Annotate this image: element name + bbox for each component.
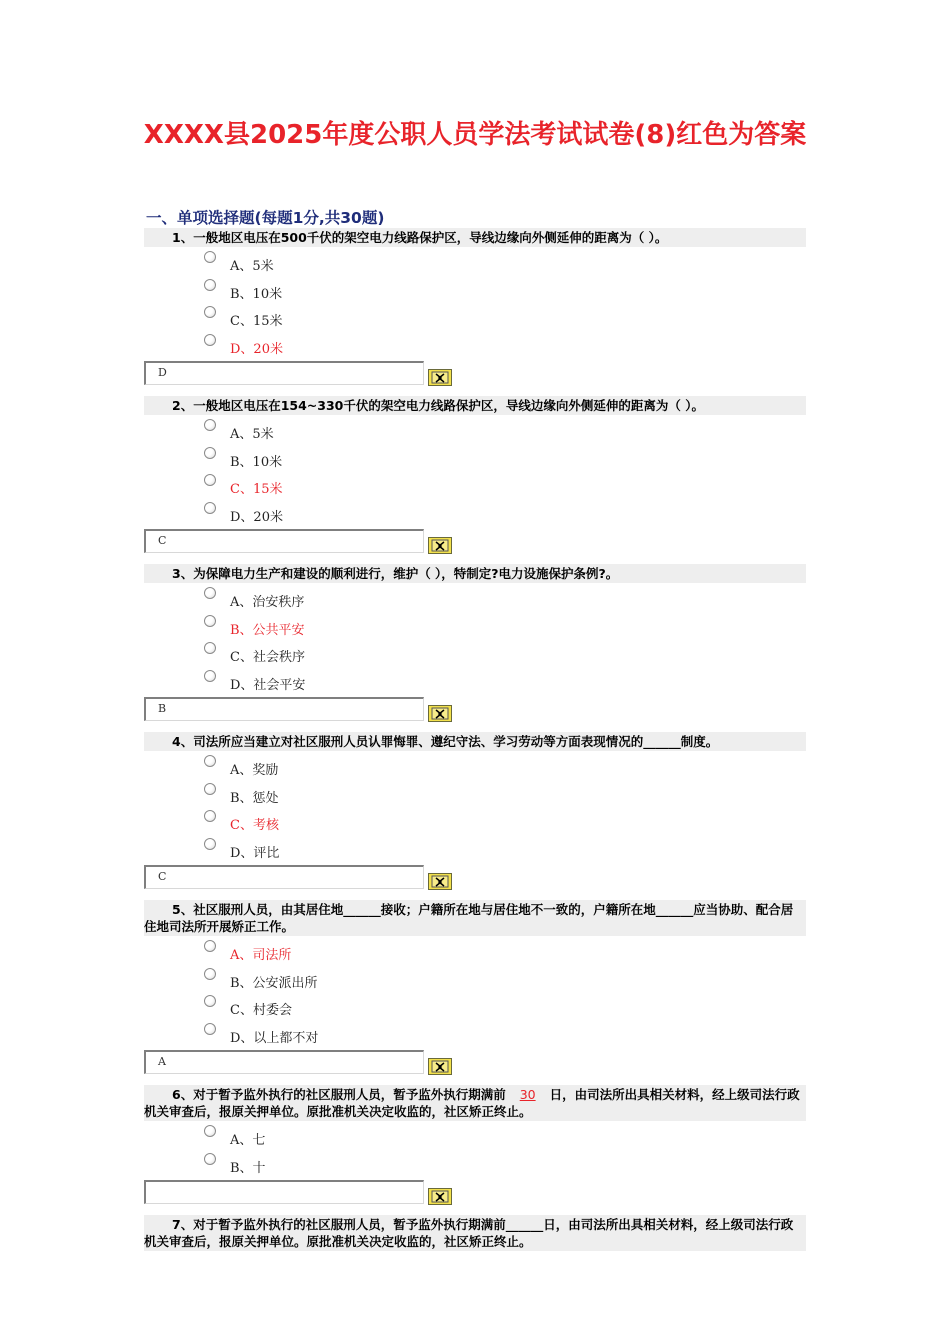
question-1	[144, 228, 806, 391]
option-label: A、治安秩序	[230, 595, 305, 610]
answer-input[interactable]: D	[144, 361, 424, 385]
check-icon	[429, 706, 451, 721]
answer-input[interactable]: B	[144, 697, 424, 721]
option-label: B、惩处	[230, 790, 279, 806]
radio-button[interactable]	[204, 279, 216, 291]
radio-button[interactable]	[204, 419, 216, 431]
option-label: D、20米	[230, 509, 283, 525]
answer-input[interactable]: C	[144, 529, 424, 553]
option-label: A、奖励	[230, 763, 279, 778]
option-label: A、5米	[230, 427, 274, 442]
option-c[interactable]	[202, 810, 806, 838]
radio-button[interactable]	[204, 838, 216, 850]
option-d[interactable]	[202, 1023, 806, 1051]
question-6	[144, 1085, 806, 1210]
question-text: 7、对于暂予监外执行的社区服刑人员，暂予监外执行期满前______日，由司法所出具相关材料，经上级司法行政机关审查后，报原关押单位。原批准机关决定收监的，社区矫正终止。	[144, 1215, 806, 1251]
option-d[interactable]	[202, 670, 806, 698]
option-label: D、社会平安	[230, 677, 306, 693]
question-text-after: 日，由司法所出具相关材料，经上级司法行政机关审查后，报原关押单位。原批准机关决定收监的，社区矫正终止。	[144, 1087, 800, 1119]
radio-button[interactable]	[204, 1153, 216, 1165]
check-answer-button[interactable]	[428, 1188, 452, 1205]
question-text: 2、一般地区电压在154~330千伏的架空电力线路保护区，导线边缘向外侧延伸的距离为（ ）。	[144, 396, 806, 415]
answer-input[interactable]: C	[144, 865, 424, 889]
option-label-correct: D、20米	[230, 341, 283, 357]
option-label-correct: C、15米	[230, 482, 283, 497]
option-list	[144, 1125, 806, 1180]
radio-button[interactable]	[204, 615, 216, 627]
radio-button[interactable]	[204, 251, 216, 263]
option-list	[144, 419, 806, 529]
check-icon	[429, 874, 451, 889]
radio-button[interactable]	[204, 995, 216, 1007]
radio-button[interactable]	[204, 1023, 216, 1035]
question-4	[144, 732, 806, 895]
option-label: B、10米	[230, 454, 283, 470]
answer-row	[144, 865, 806, 895]
question-2	[144, 396, 806, 559]
page-title: XXXX县2025年度公职人员学法考试试卷(8)红色为答案	[143, 120, 807, 150]
check-answer-button[interactable]	[428, 369, 452, 386]
option-a[interactable]	[202, 587, 806, 615]
radio-button[interactable]	[204, 783, 216, 795]
option-a[interactable]	[202, 251, 806, 279]
check-answer-button[interactable]	[428, 873, 452, 890]
option-label: C、村委会	[230, 1003, 292, 1018]
answer-row	[144, 529, 806, 559]
question-7	[144, 1215, 806, 1251]
check-icon	[429, 1059, 451, 1074]
radio-button[interactable]	[204, 447, 216, 459]
check-icon	[429, 370, 451, 385]
option-c[interactable]	[202, 642, 806, 670]
radio-button[interactable]	[204, 642, 216, 654]
option-label-correct: C、考核	[230, 818, 279, 833]
question-text-before: 6、对于暂予监外执行的社区服刑人员，暂予监外执行期满前	[172, 1087, 506, 1102]
check-answer-button[interactable]	[428, 537, 452, 554]
answer-input[interactable]: A	[144, 1050, 424, 1074]
check-answer-button[interactable]	[428, 705, 452, 722]
answer-row	[144, 1050, 806, 1080]
question-text: 4、司法所应当建立对社区服刑人员认罪悔罪、遵纪守法、学习劳动等方面表现情况的______制度。	[144, 732, 806, 751]
option-c[interactable]	[202, 306, 806, 334]
option-a[interactable]	[202, 419, 806, 447]
option-d[interactable]	[202, 334, 806, 362]
option-a[interactable]	[202, 1125, 806, 1153]
answer-blank: 30	[519, 1087, 536, 1102]
option-list	[144, 587, 806, 697]
option-label: D、以上都不对	[230, 1030, 319, 1046]
question-text: 1、一般地区电压在500千伏的架空电力线路保护区，导线边缘向外侧延伸的距离为（ ）。	[144, 228, 806, 247]
option-b[interactable]	[202, 968, 806, 996]
option-list	[144, 755, 806, 865]
check-icon	[429, 538, 451, 553]
section-title: 一、单项选择题(每题1分,共30题)	[146, 209, 385, 227]
answer-input[interactable]	[144, 1180, 424, 1204]
question-list	[144, 228, 806, 1251]
answer-row	[144, 697, 806, 727]
answer-row	[144, 1180, 806, 1210]
question-text: 5、社区服刑人员，由其居住地______接收；户籍所在地与居住地不一致的，户籍所在地______应当协助、配合居住地司法所开展矫正工作。	[144, 900, 806, 936]
option-b[interactable]	[202, 279, 806, 307]
radio-button[interactable]	[204, 670, 216, 682]
option-list	[144, 940, 806, 1050]
question-text: 3、为保障电力生产和建设的顺利进行，维护（ ），特制定?电力设施保护条例?。	[144, 564, 806, 583]
option-label: A、七	[230, 1133, 266, 1148]
option-b[interactable]	[202, 447, 806, 475]
radio-button[interactable]	[204, 587, 216, 599]
option-b[interactable]	[202, 1153, 806, 1181]
option-label-correct: A、司法所	[230, 948, 292, 963]
option-label: C、社会秩序	[230, 650, 305, 665]
question-3	[144, 564, 806, 727]
question-text	[144, 1085, 806, 1121]
option-a[interactable]	[202, 940, 806, 968]
option-c[interactable]	[202, 995, 806, 1023]
question-5	[144, 900, 806, 1080]
option-d[interactable]	[202, 502, 806, 530]
radio-button[interactable]	[204, 1125, 216, 1137]
option-c[interactable]	[202, 474, 806, 502]
option-b[interactable]	[202, 783, 806, 811]
radio-button[interactable]	[204, 306, 216, 318]
radio-button[interactable]	[204, 502, 216, 514]
radio-button[interactable]	[204, 334, 216, 346]
option-label: B、公安派出所	[230, 975, 318, 991]
option-label: B、10米	[230, 286, 283, 302]
option-label: B、十	[230, 1160, 266, 1176]
option-d[interactable]	[202, 838, 806, 866]
option-list	[144, 251, 806, 361]
radio-button[interactable]	[204, 474, 216, 486]
option-b[interactable]	[202, 615, 806, 643]
check-answer-button[interactable]	[428, 1058, 452, 1075]
radio-button[interactable]	[204, 940, 216, 952]
option-label: A、5米	[230, 259, 274, 274]
radio-button[interactable]	[204, 968, 216, 980]
option-label: D、评比	[230, 845, 280, 861]
radio-button[interactable]	[204, 755, 216, 767]
option-a[interactable]	[202, 755, 806, 783]
option-label-correct: B、公共平安	[230, 622, 305, 638]
option-label: C、15米	[230, 314, 283, 329]
answer-row	[144, 361, 806, 391]
radio-button[interactable]	[204, 810, 216, 822]
check-icon	[429, 1189, 451, 1204]
